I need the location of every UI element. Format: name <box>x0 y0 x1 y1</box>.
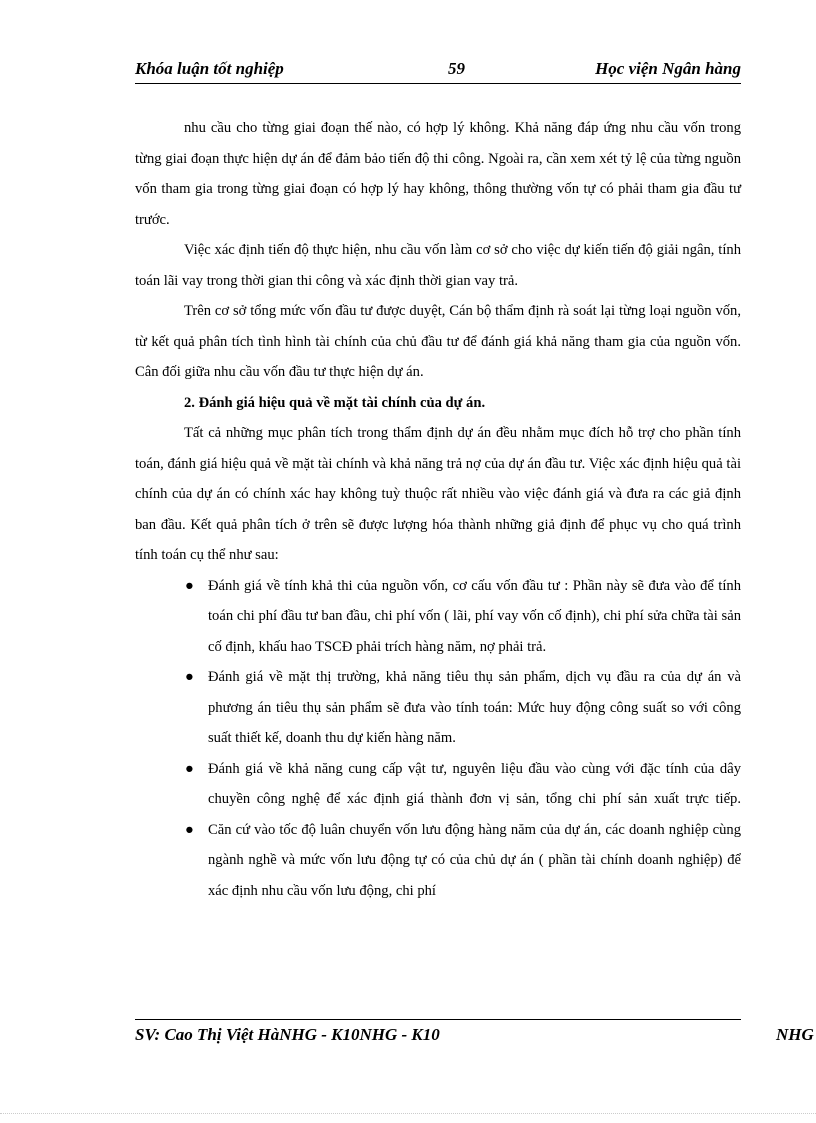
page-footer <box>135 1025 816 1045</box>
list-item <box>135 754 741 815</box>
footer-code: NHG <box>776 1025 814 1044</box>
paragraph-2: Việc xác định tiến độ thực hiện, nhu cầu vốn làm cơ sở cho việc dự kiến tiến độ giải ngân, tính toán lãi vay trong thời gian thi công và xác định thời gian vay trả. <box>135 242 741 289</box>
bullet-icon: ● <box>185 821 194 838</box>
paragraph-3: Trên cơ sở tổng mức vốn đầu tư được duyệt, Cán bộ thẩm định rà soát lại từng loại nguồn vốn, từ kết quả phân tích tình hình tài chính của chủ đầu tư để đánh giá khả năng tham gia của nguồn vốn. Cân đối giữa nhu cầu vốn đầu tư thực hiện dự án. <box>135 303 741 380</box>
footer-divider <box>135 1019 741 1020</box>
list-item-text: Đánh giá về mặt thị trường, khả năng tiêu thụ sản phẩm, dịch vụ đầu ra của dự án và phương án tiêu thụ sản phẩm sẽ đưa vào tính toán: Mức huy động công suất so với công suất thiết kế, doanh thu dự kiến hàng năm. <box>208 669 741 746</box>
page-header <box>135 57 741 84</box>
header-institution: Học viện Ngân hàng <box>595 59 741 78</box>
header-title: Khóa luận tốt nghiệp <box>135 59 284 78</box>
paragraph-1: nhu cầu cho từng giai đoạn thế nào, có hợp lý không. Khả năng đáp ứng nhu cầu vốn trong từng giai đoạn thực hiện dự án để đảm bảo tiến độ thi công. Ngoài ra, cần xem xét tỷ lệ của từng nguồn vốn tham gia trong từng giai đoạn có hợp lý hay không, thông thường vốn tự có phải tham gia đầu tư trước. <box>135 120 741 228</box>
list-item <box>135 571 741 663</box>
page-number: 59 <box>448 59 465 78</box>
section-heading: 2. Đánh giá hiệu quả về mặt tài chính của dự án. <box>184 394 486 411</box>
bullet-list <box>135 571 741 907</box>
page-content <box>135 113 741 906</box>
bullet-icon: ● <box>185 577 194 594</box>
list-item <box>135 662 741 754</box>
paragraph-4: Tất cả những mục phân tích trong thẩm định dự án đều nhằm mục đích hỗ trợ cho phần tính toán, đánh giá hiệu quả về mặt tài chính và khả năng trả nợ của dự án đầu tư. Việc xác định hiệu quả tài chính của dự án có chính xác hay không tuỳ thuộc rất nhiều vào việc đánh giá và đưa ra các giả định ban đầu. Kết quả phân tích ở trên sẽ được lượng hóa thành những giả định để phục vụ cho quá trình tính toán cụ thể như sau: <box>135 425 741 563</box>
bullet-icon: ● <box>185 669 194 685</box>
page-edge-divider <box>0 1113 816 1114</box>
bullet-icon: ● <box>185 760 194 777</box>
footer-student: SV: Cao Thị Việt HàNHG - K10NHG - K10 <box>135 1025 440 1044</box>
list-item-text: Đánh giá về khả năng cung cấp vật tư, nguyên liệu đầu vào cùng với đặc tính của dây chuyền công nghệ để xác định giá thành đơn vị sản, tổng chi phí sản xuất trực tiếp. <box>208 760 741 807</box>
list-item-text: Căn cứ vào tốc độ luân chuyển vốn lưu động hàng năm của dự án, các doanh nghiệp cùng ngành nghề và mức vốn lưu động tự có của chủ dự án ( phần tài chính doanh nghiệp) để xác định nhu cầu vốn lưu động, chi phí <box>208 821 741 899</box>
list-item <box>135 815 741 907</box>
list-item-text: Đánh giá về tính khả thi của nguồn vốn, cơ cấu vốn đầu tư : Phần này sẽ đưa vào để tính toán chi phí đầu tư ban đầu, chi phí vốn ( lãi, phí vay vốn cố định), chi phí sửa chữa tài sản cố định, khấu hao TSCĐ phải trích hàng năm, nợ phải trả. <box>208 577 741 655</box>
